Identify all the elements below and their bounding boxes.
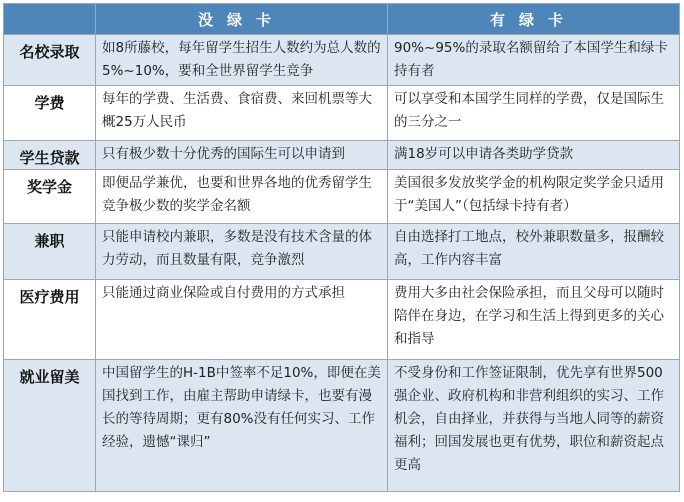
row-student-loan — [4, 141, 680, 170]
row-label: 学生贷款 — [4, 141, 96, 170]
with-card-cell: 不受身份和工作签证限制，优先享有世界500强企业、政府机构和非营利组织的实习、工作机会，自由择业，并获得与当地人同等的薪资福利；回国发展也更有优势，职位和薪资起点更高 — [388, 360, 680, 492]
row-label: 就业留美 — [4, 360, 96, 492]
no-card-cell: 即便品学兼优，也要和世界各地的优秀留学生竞争极少数的奖学金名额 — [96, 170, 388, 224]
row-employment — [4, 360, 680, 492]
with-card-cell: 自由选择打工地点，校外兼职数量多，报酬较高，工作内容丰富 — [388, 224, 680, 280]
header-no-green-card: 没绿卡 — [96, 4, 388, 35]
header-with-green-card: 有绿卡 — [388, 4, 680, 35]
with-card-cell: 可以享受和本国学生同样的学费，仅是国际生的三分之一 — [388, 86, 680, 141]
row-label: 奖学金 — [4, 170, 96, 224]
no-card-cell: 如8所藤校，每年留学生招生人数约为总人数的5%~10%，要和全世界留学生竞争 — [96, 35, 388, 86]
row-label: 兼职 — [4, 224, 96, 280]
header-row — [4, 4, 680, 35]
comparison-table — [3, 3, 680, 492]
row-medical — [4, 280, 680, 360]
no-card-cell: 只有极少数十分优秀的国际生可以申请到 — [96, 141, 388, 170]
with-card-cell: 90%~95%的录取名额留给了本国学生和绿卡持有者 — [388, 35, 680, 86]
no-card-cell: 每年的学费、生活费、食宿费、来回机票等大概25万人民币 — [96, 86, 388, 141]
row-tuition — [4, 86, 680, 141]
row-admission — [4, 35, 680, 86]
no-card-cell: 中国留学生的H-1B中签率不足10%，即便在美国找到工作，由雇主帮助申请绿卡，也要有漫长的等待周期；更有80%没有任何实习、工作经验，遗憾“课归” — [96, 360, 388, 492]
row-label: 学费 — [4, 86, 96, 141]
row-label: 医疗费用 — [4, 280, 96, 360]
row-label: 名校录取 — [4, 35, 96, 86]
no-card-cell: 只能通过商业保险或自付费用的方式承担 — [96, 280, 388, 360]
row-scholarship — [4, 170, 680, 224]
no-card-cell: 只能申请校内兼职，多数是没有技术含量的体力劳动，而且数量有限，竞争激烈 — [96, 224, 388, 280]
header-empty-cell — [4, 4, 96, 35]
with-card-cell: 费用大多由社会保险承担，而且父母可以随时陪伴在身边，在学习和生活上得到更多的关心和指导 — [388, 280, 680, 360]
with-card-cell: 满18岁可以申请各类助学贷款 — [388, 141, 680, 170]
with-card-cell: 美国很多发放奖学金的机构限定奖学金只适用于“美国人”（包括绿卡持有者） — [388, 170, 680, 224]
row-part-time — [4, 224, 680, 280]
